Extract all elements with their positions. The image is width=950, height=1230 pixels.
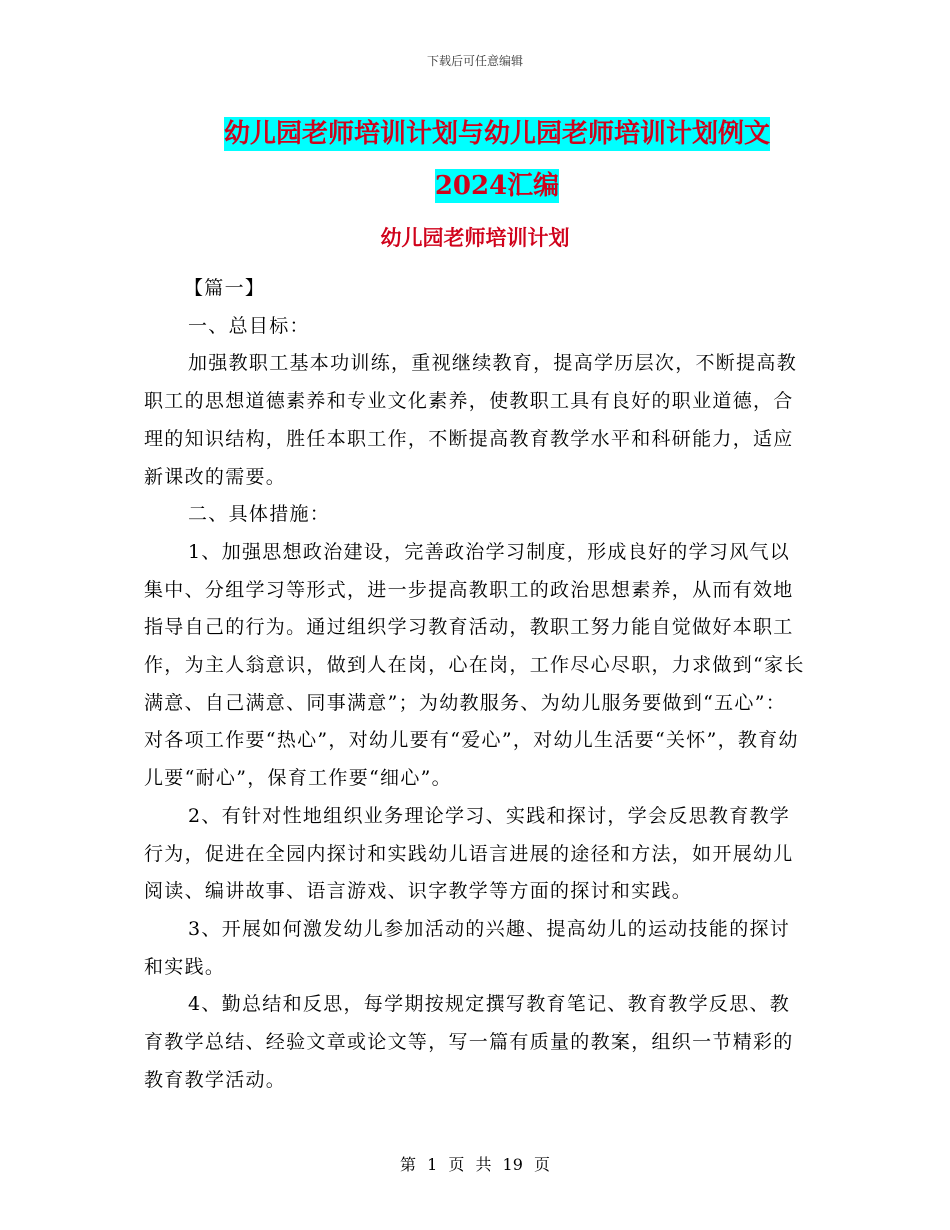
paragraph: 二、具体措施： [188, 503, 331, 526]
paragraph: 一、总目标： [188, 314, 310, 337]
paragraph: 3、开展如何激发幼儿参加活动的兴趣、提高幼儿的运动技能的探讨和实践。 [144, 917, 791, 978]
paragraph: 2、有针对性地组织业务理论学习、实践和探讨，学会反思教育教学行为，促进在全园内探讨和实践幼儿语言进展的途径和方法，如开展幼儿阅读、编讲故事、语言游戏、识字教学等方面的探讨和实践。 [144, 804, 794, 903]
paragraph: 4、勤总结和反思，每学期按规定撰写教育笔记、教育教学反思、教育教学总结、经验文章或论文等，写一篇有质量的教案，组织一节精彩的教育教学活动。 [144, 993, 794, 1091]
document-title [190, 108, 804, 212]
section-title: 幼儿园老师培训计划 [380, 225, 570, 250]
part-label: 【篇一】 [184, 277, 266, 299]
document-body [144, 270, 806, 1099]
header-note: 下载后可任意编辑 [426, 54, 523, 68]
paragraph: 加强教职工基本功训练，重视继续教育，提高学历层次，不断提高教职工的思想道德素养和专业文化素养，使教职工具有良好的职业道德，合理的知识结构，胜任本职工作，不断提高教育教学水平和科研能力，适应新课改的需要。 [144, 352, 798, 488]
paragraph: 1、加强思想政治建设，完善政治学习制度，形成良好的学习风气以集中、分组学习等形式，进一步提高教职工的政治思想素养，从而有效地指导自己的行为。通过组织学习教育活动，教职工努力能自觉做好本职工作，为主人翁意识，做到人在岗，心在岗，工作尽心尽职，力求做到“家长满意、自己满意、同事满意”；为幼教服务、为幼儿服务要做到“五心”：对各项工作要“热心”，对幼儿要有“爱心”，对幼儿生活要“关怀”，教育幼儿要“耐心”，保育工作要“细心”。 [144, 540, 805, 790]
page-footer: 第 1 页 共 19 页 [400, 1155, 550, 1174]
document-title-text: 幼儿园老师培训计划与幼儿园老师培训计划例文2024汇编 [223, 119, 770, 201]
